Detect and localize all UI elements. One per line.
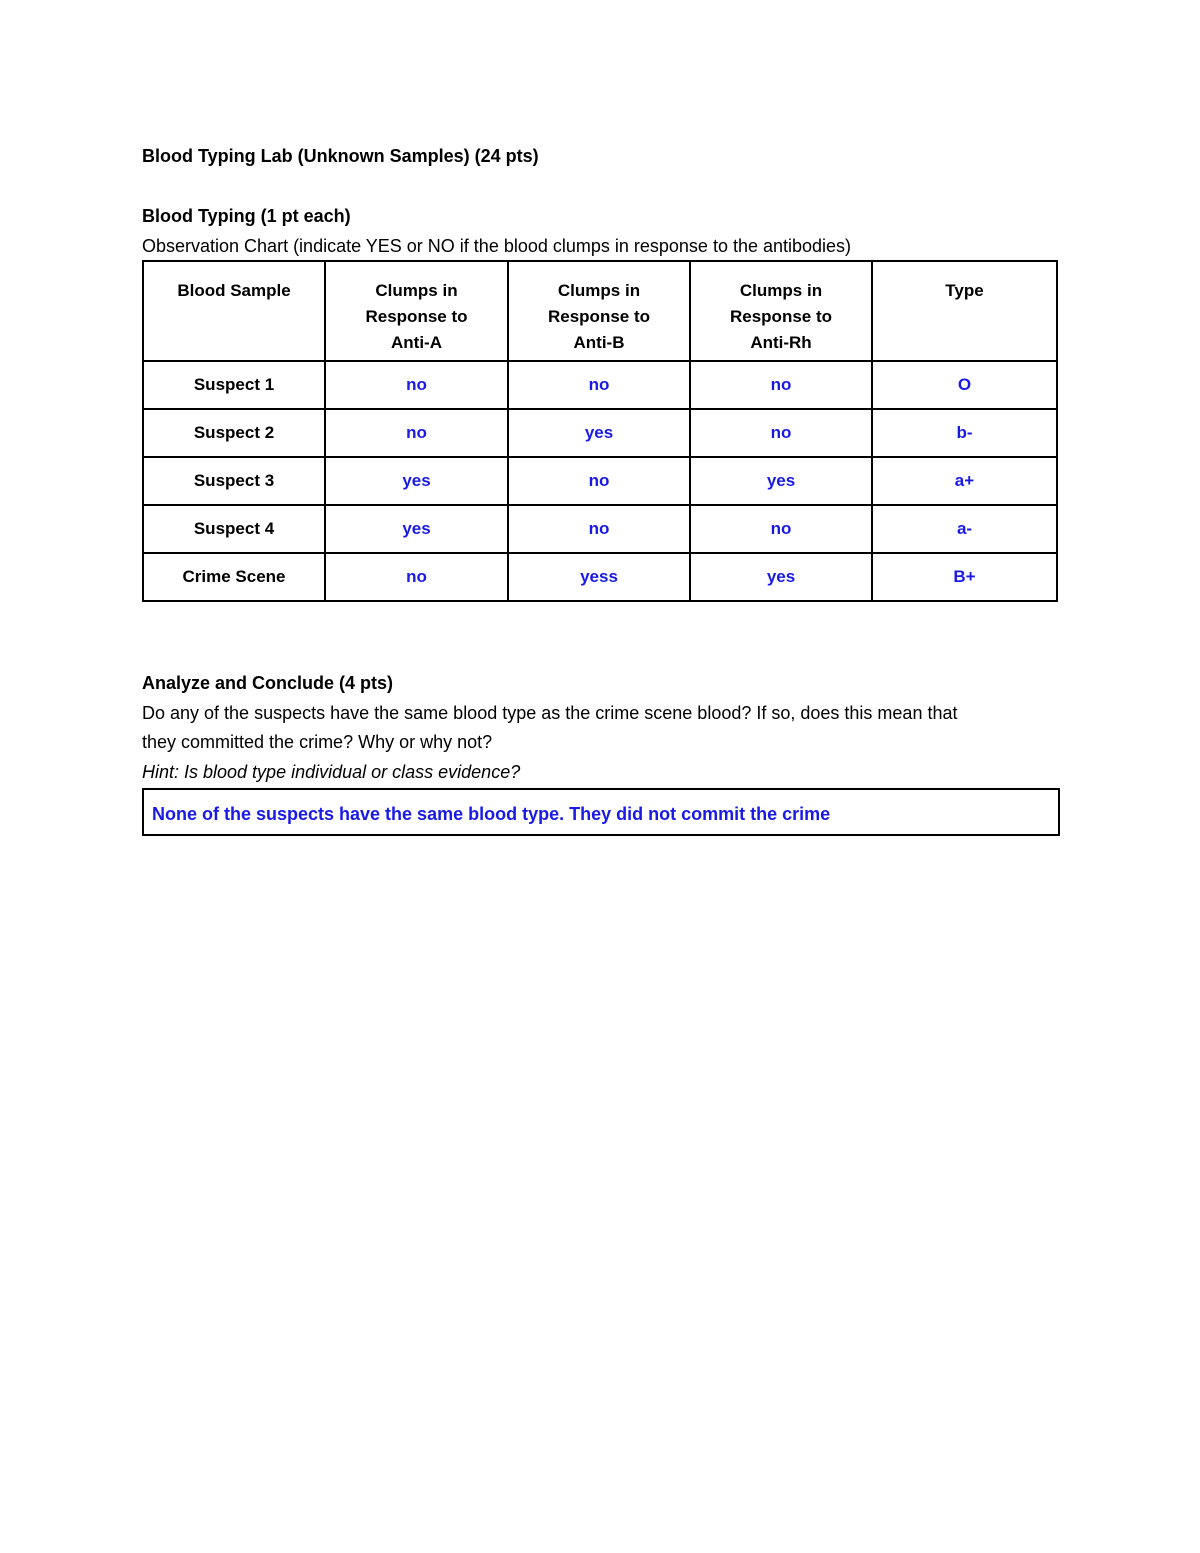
question-line-1: Do any of the suspects have the same blood type as the crime scene blood? If so, does this mean that <box>142 703 958 723</box>
table-row <box>143 553 1057 601</box>
observation-chart-table <box>142 260 1058 602</box>
anti-a-answer-cell: yes <box>325 505 508 553</box>
type-answer-cell: b- <box>872 409 1057 457</box>
anti-b-answer-cell: no <box>508 457 690 505</box>
table-row <box>143 361 1057 409</box>
hint-text: Hint: Is blood type individual or class evidence? <box>142 762 521 782</box>
header-anti-b-line1: Clumps in <box>557 281 641 300</box>
anti-b-answer-cell: no <box>508 505 690 553</box>
anti-b-answer-cell: no <box>508 361 690 409</box>
type-answer-cell: O <box>872 361 1057 409</box>
table-row <box>143 457 1057 505</box>
header-anti-rh-line3: Anti-Rh <box>750 333 812 352</box>
anti-a-answer-cell: no <box>325 361 508 409</box>
header-anti-rh <box>690 261 872 361</box>
answer-box[interactable] <box>142 788 1060 836</box>
sample-cell: Suspect 2 <box>143 409 325 457</box>
anti-a-answer-cell: yes <box>325 457 508 505</box>
header-anti-a <box>325 261 508 361</box>
anti-rh-answer-cell: no <box>690 361 872 409</box>
header-anti-b-line3: Anti-B <box>573 333 625 352</box>
header-anti-rh-line2: Response to <box>729 307 833 326</box>
table-row <box>143 409 1057 457</box>
type-answer-cell: a- <box>872 505 1057 553</box>
anti-rh-answer-cell: yes <box>690 457 872 505</box>
type-answer-cell: B+ <box>872 553 1057 601</box>
sample-cell: Crime Scene <box>143 553 325 601</box>
header-anti-a-line1: Clumps in <box>375 281 458 300</box>
sample-cell: Suspect 4 <box>143 505 325 553</box>
table-header-row <box>143 261 1057 361</box>
anti-a-answer-cell: no <box>325 553 508 601</box>
header-anti-a-line2: Response to <box>365 307 468 326</box>
header-type <box>872 261 1057 361</box>
header-anti-b-line2: Response to <box>547 307 651 326</box>
header-blood-sample <box>143 261 325 361</box>
blood-typing-heading: Blood Typing (1 pt each) <box>142 206 351 226</box>
header-anti-rh-line1: Clumps in <box>739 281 823 300</box>
observation-instruction: Observation Chart (indicate YES or NO if the blood clumps in response to the antibodies) <box>142 236 852 256</box>
header-type-label: Type <box>945 281 984 300</box>
header-anti-a-line3: Anti-A <box>391 333 442 352</box>
header-anti-b <box>508 261 690 361</box>
page-title: Blood Typing Lab (Unknown Samples) (24 pts) <box>142 146 539 166</box>
anti-rh-answer-cell: no <box>690 409 872 457</box>
anti-a-answer-cell: no <box>325 409 508 457</box>
answer-text: None of the suspects have the same blood type. They did not commit the crime <box>152 804 831 824</box>
table-row <box>143 505 1057 553</box>
analyze-heading: Analyze and Conclude (4 pts) <box>142 673 394 693</box>
anti-rh-answer-cell: no <box>690 505 872 553</box>
type-answer-cell: a+ <box>872 457 1057 505</box>
anti-b-answer-cell: yess <box>508 553 690 601</box>
header-blood-sample-label: Blood Sample <box>177 281 291 300</box>
sample-cell: Suspect 3 <box>143 457 325 505</box>
question-line-2: they committed the crime? Why or why not? <box>142 732 493 752</box>
anti-b-answer-cell: yes <box>508 409 690 457</box>
sample-cell: Suspect 1 <box>143 361 325 409</box>
anti-rh-answer-cell: yes <box>690 553 872 601</box>
